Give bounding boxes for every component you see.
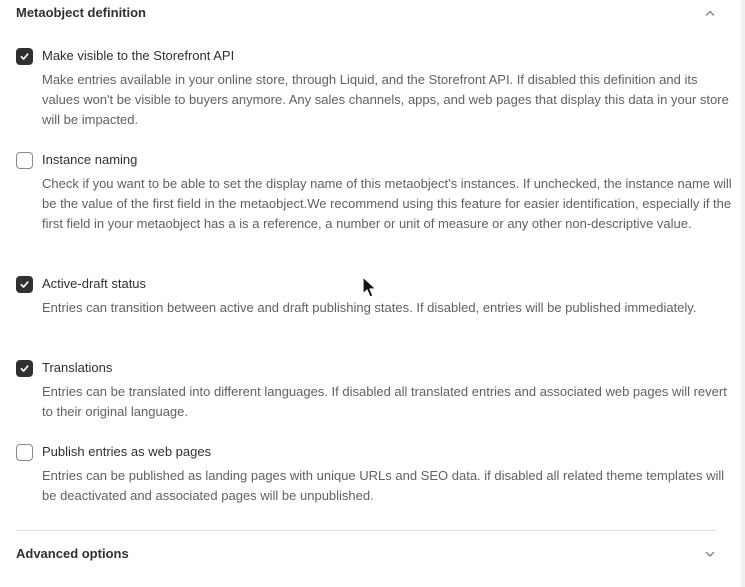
checkmark-icon: [19, 363, 30, 374]
instance-naming-checkbox[interactable]: [16, 152, 33, 169]
chevron-up-icon[interactable]: [704, 6, 716, 18]
option-label: Instance naming: [42, 152, 138, 167]
option-storefront-api: [16, 46, 729, 130]
section-divider: [16, 530, 716, 531]
option-description: Check if you want to be able to set the display name of this metaobject's instances. If unchecked, the instance name will be the value of the first field in the metaobject.We recommend using this feature for easier identification, especially if the first field in your metaobject has a is a reference, a number or unit of measure or any other non-descriptive value.: [42, 176, 732, 231]
advanced-options-header[interactable]: [16, 541, 716, 565]
option-description: Entries can be published as landing pages with unique URLs and SEO data. if disabled all related theme templates will be deactivated and associated pages will be unpublished.: [42, 468, 725, 503]
publish-web-pages-checkbox[interactable]: [16, 444, 33, 461]
translations-checkbox[interactable]: [16, 360, 33, 377]
option-label: Make visible to the Storefront API: [42, 48, 235, 63]
option-instance-naming: [16, 150, 732, 234]
metaobject-definition-header[interactable]: [16, 0, 716, 24]
chevron-down-icon[interactable]: [704, 547, 716, 559]
active-draft-checkbox[interactable]: [16, 276, 33, 293]
option-label: Translations: [42, 360, 113, 375]
scrollbar-track[interactable]: [741, 0, 745, 587]
option-description: Make entries available in your online store, through Liquid, and the Storefront API. If disabled this definition and its values won't be visible to buyers anymore. Any sales channels, apps, and web pages that display this data in your store will be impacted.: [42, 72, 729, 127]
storefront-api-checkbox[interactable]: [16, 48, 33, 65]
option-publish-web-pages: [16, 442, 725, 506]
mouse-cursor-icon: [362, 276, 378, 300]
option-label: Active-draft status: [42, 276, 147, 291]
section-title: Advanced options: [16, 545, 129, 561]
option-description: Entries can be translated into different languages. If disabled all translated entries and associated web pages will revert to their original language.: [42, 384, 727, 419]
option-description: Entries can transition between active and draft publishing states. If disabled, entries will be published immediately.: [42, 300, 697, 315]
section-title: Metaobject definition: [16, 4, 146, 20]
checkmark-icon: [19, 51, 30, 62]
checkmark-icon: [19, 279, 30, 290]
option-translations: [16, 358, 727, 422]
option-label: Publish entries as web pages: [42, 444, 212, 459]
